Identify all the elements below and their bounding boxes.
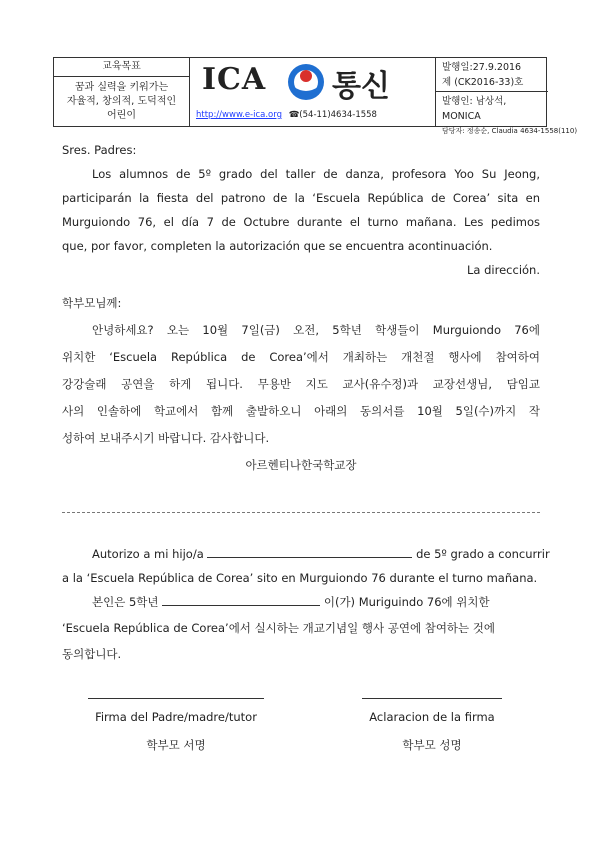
spanish-line-2: participarán la fiesta del patrono de la ‘Escuela República de Corea’ sita en bbox=[62, 191, 540, 205]
contact-line bbox=[196, 110, 377, 120]
phone-number: ☎(54-11)4634-1558 bbox=[288, 110, 377, 120]
form-line-2: a la ‘Escuela República de Corea’ sito en Murguiondo 76 durante el turno mañana. bbox=[62, 571, 538, 585]
clarification-label-es: Aclaracion de la firma bbox=[369, 710, 495, 724]
form-line-4: ‘Escuela República de Corea’에서 실시하는 개교기념일 행사 공연에 참여하는 것에 bbox=[62, 621, 496, 635]
korean-line-2: 위치한 ‘Escuela República de Corea’에서 개최하는 개천절 행사에 참여하여 bbox=[62, 350, 540, 364]
student-name-field[interactable] bbox=[162, 593, 320, 606]
signature-label-kr: 학부모 서명 bbox=[146, 738, 206, 752]
signature-line[interactable] bbox=[88, 698, 264, 699]
korean-line-4: 사의 인솔하에 학교에서 함께 출발하오니 아래의 동의서를 10월 5일(수)까지 작 bbox=[62, 404, 540, 418]
education-goal-title: 교육목표 bbox=[54, 58, 189, 77]
education-goal-box bbox=[54, 58, 190, 126]
publisher: 발행인: 남상석, MONICA bbox=[442, 96, 507, 122]
issue-number: 제 (CK2016-33)호 bbox=[442, 77, 524, 88]
brand-box bbox=[190, 58, 436, 126]
signature-label-es: Firma del Padre/madre/tutor bbox=[95, 710, 257, 724]
korean-line-3: 강강술래 공연을 하게 됩니다. 무용반 지도 교사(유수정)과 교장선생님, 담임교 bbox=[62, 377, 540, 391]
spanish-line-4: que, por favor, completen la autorización que se encuentra acontinuación. bbox=[62, 239, 493, 253]
website-link[interactable]: http://www.e-ica.org bbox=[196, 110, 283, 120]
form-line-5: 동의합니다. bbox=[62, 647, 122, 661]
form-line-1: Autorizo a mi hijo/a de 5º grado a concurrir bbox=[92, 547, 550, 561]
newsletter-header bbox=[53, 57, 578, 135]
name-clarification-line[interactable] bbox=[362, 698, 502, 699]
education-goal-text: 꿈과 실력을 키워가는 자율적, 창의적, 도덕적인 어린이 bbox=[66, 82, 177, 121]
contact-person: 담당자: 정송순, Claudia 4634-1558(110) bbox=[442, 127, 578, 135]
school-logo-icon bbox=[286, 62, 326, 102]
issue-info-box bbox=[436, 58, 578, 135]
spanish-salutation: Sres. Padres: bbox=[62, 143, 137, 157]
brand-title: ICA bbox=[202, 62, 267, 97]
korean-salutation: 학부모님께: bbox=[62, 296, 122, 310]
child-name-field[interactable] bbox=[207, 545, 412, 558]
spanish-signoff: La dirección. bbox=[467, 263, 540, 277]
korean-signoff: 아르헨티나한국학교장 bbox=[245, 458, 357, 472]
cut-line-divider bbox=[62, 512, 540, 513]
issue-date: 발행일:27.9.2016 bbox=[442, 62, 522, 73]
brand-korean-title: 통신 bbox=[332, 69, 390, 104]
korean-line-5: 성하여 보내주시기 바랍니다. 감사합니다. bbox=[62, 431, 270, 445]
spanish-line-3: Murguiondo 76, el día 7 de Octubre durante el turno mañana. Les pedimos bbox=[62, 215, 540, 229]
korean-line-1: 안녕하세요? 오는 10월 7일(금) 오전, 5학년 학생들이 Murguiondo 76에 bbox=[92, 323, 540, 337]
spanish-line-1: Los alumnos de 5º grado del taller de danza, profesora Yoo Su Jeong, bbox=[92, 167, 540, 181]
form-line-3: 본인은 5학년 이(가) Muriguindo 76에 위치한 bbox=[92, 595, 490, 609]
clarification-label-kr: 학부모 성명 bbox=[402, 738, 462, 752]
